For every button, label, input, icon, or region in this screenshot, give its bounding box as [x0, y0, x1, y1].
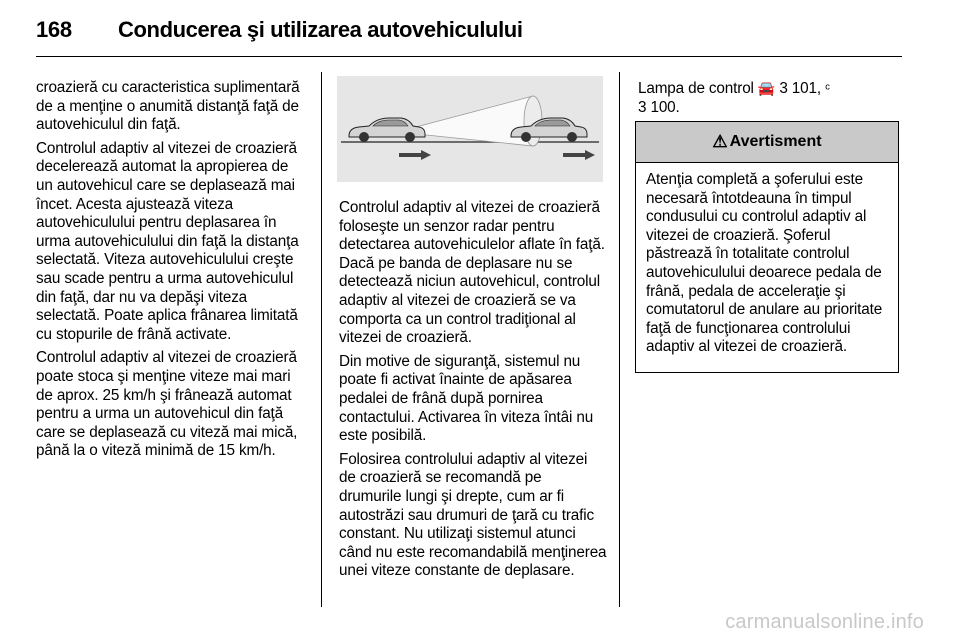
- control-lamp-reference: [638, 79, 904, 117]
- page-title: Conducerea şi utilizarea autovehiculului: [118, 17, 523, 42]
- page-number: 168: [36, 17, 72, 42]
- warning-header: [636, 122, 898, 163]
- column-divider-2: [619, 72, 620, 607]
- paragraph: Controlul adaptiv al vitezei de croazieră poate stoca şi menţine viteze mai mari de aprox. 25 km/h şi frânează automat pentru a urma un autovehicul din faţă care se deplasează cu viteză mai mică, până la o viteză minimă de 15 km/h.: [36, 349, 298, 460]
- page-reference-link[interactable]: 100.: [650, 98, 680, 116]
- reference-text: Lampa de control: [638, 80, 754, 97]
- paragraph: Folosirea controlului adaptiv al vitezei de croazieră se recomandă pe drumurile lungi şi drepte, cum ar fi autostrăzi sau drumuri de ţară cu trafic constant. Nu utilizaţi sistemul atunci când nu este recomandabilă menţinerea unei viteze constante de deplasare.: [339, 450, 607, 580]
- paragraph: Din motive de siguranţă, sistemul nu poate fi activat înainte de apăsarea pedalei de frână după pornirea contactului. Activarea în viteza întâi nu este posibilă.: [339, 352, 594, 445]
- page-reference-arrow-icon: 3: [779, 80, 788, 97]
- radar-illustration-svg: [337, 76, 603, 182]
- radar-illustration: [337, 76, 603, 182]
- text-column-3: [638, 79, 904, 122]
- paragraph: croazieră cu caracteristica suplimentară de a menţine o anumită distanţă faţă de autovehiculul din faţă.: [36, 79, 300, 134]
- cruise-control-icon: ᶜ: [825, 80, 830, 96]
- car-icon: 🚘: [757, 80, 776, 96]
- text-column-2: [339, 199, 607, 586]
- column-divider-1: [321, 72, 322, 607]
- warning-body: Atenţia completă a şoferului este necesară întotdeauna în timpul condusului cu controlul adaptiv al vitezei de croazieră. Şoferul păstrează în totalitate controlul autovehiculului deoarece pedala de frână, pedala de acceleraţie şi comutatorul de anulare au prioritate faţă de funcţionarea controlului adaptiv al vitezei de croazieră.: [646, 171, 883, 356]
- paragraph: Controlul adaptiv al vitezei de croazieră decelerează automat la apropierea de un autovehicul care se deplasează mai încet. Acesta ajustează viteza autovehiculului pentru deplasarea în urma autovehiculului din faţă la distanţa selectată. Viteza autovehiculului creşte sau scade pentru a urma autovehiculul din faţă, dar nu va depăşi viteza selectată. Poate aplica frânarea limitată cu stopurile de frână activate.: [36, 139, 299, 343]
- radar-beam-icon: [397, 96, 533, 146]
- warning-box: [635, 121, 899, 373]
- warning-title: Avertisment: [729, 133, 822, 150]
- header-divider: [36, 56, 902, 57]
- page-reference-arrow-icon: 3: [638, 98, 647, 116]
- direction-arrow-icon: [399, 150, 431, 160]
- following-car-icon: [349, 118, 425, 142]
- page-header: [36, 15, 902, 57]
- text-column-1: [36, 79, 308, 466]
- page-reference-link[interactable]: 101,: [791, 80, 821, 97]
- paragraph: Controlul adaptiv al vitezei de croazieră foloseşte un senzor radar pentru detectarea autovehiculelor aflate în faţă. Dacă pe banda de deplasare nu se detectează niciun autovehicul, controlul adaptiv al vitezei de croazieră se va comporta ca un control tradiţional al vitezei de croazieră.: [339, 199, 605, 347]
- watermark: carmanualsonline.info: [725, 611, 924, 633]
- direction-arrow-icon: [563, 150, 595, 160]
- warning-icon: ⚠: [712, 132, 728, 151]
